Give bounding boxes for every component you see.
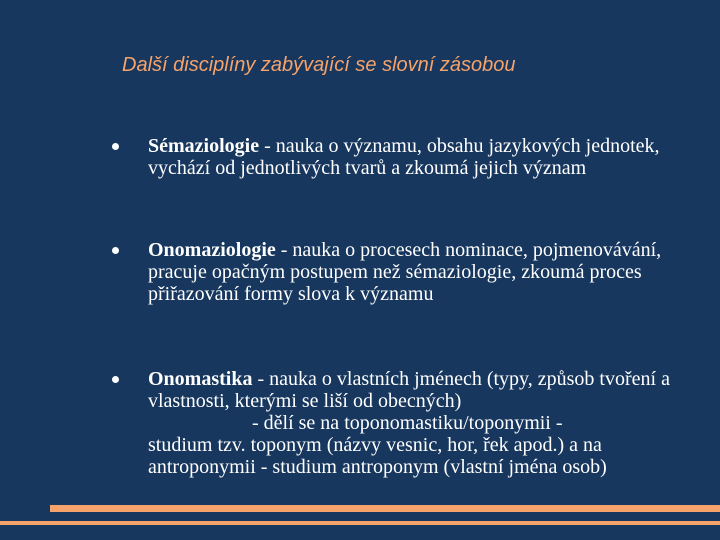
item-term: Sémaziologie (148, 135, 260, 157)
bullet-icon (112, 143, 119, 150)
item-sub-text: - dělí se na toponomastiku/toponymii - (252, 412, 563, 434)
list-item-onomaziologie (148, 239, 696, 305)
slide-title: Další disciplíny zabývající se slovní zásobou (122, 54, 516, 76)
accent-bar-top (50, 505, 720, 512)
list-item-semaziologie (148, 135, 696, 179)
item-term: Onomaziologie (148, 239, 276, 261)
item-text: - nauka o procesech nominace, pojmenovávání, pracuje opačným postupem než sémaziologie, zkoumá proces přiřazování formy slova k významu (148, 239, 662, 305)
accent-bar-bottom (0, 521, 720, 525)
item-term: Onomastika (148, 368, 253, 390)
bullet-icon (112, 376, 119, 383)
item-text: - nauka o vlastních jménech (typy, způsob tvoření a vlastnosti, kterými se liší od obecných) (148, 368, 670, 412)
item-continuation-text: studium tzv. toponym (názvy vesnic, hor, řek apod.) a na antroponymii - studium antroponym (vlastní jména osob) (148, 434, 607, 478)
list-item-onomastika (148, 368, 696, 478)
bullet-icon (112, 247, 119, 254)
item-text: - nauka o významu, obsahu jazykových jednotek, vychází od jednotlivých tvarů a zkoumá jejich význam (148, 135, 660, 179)
